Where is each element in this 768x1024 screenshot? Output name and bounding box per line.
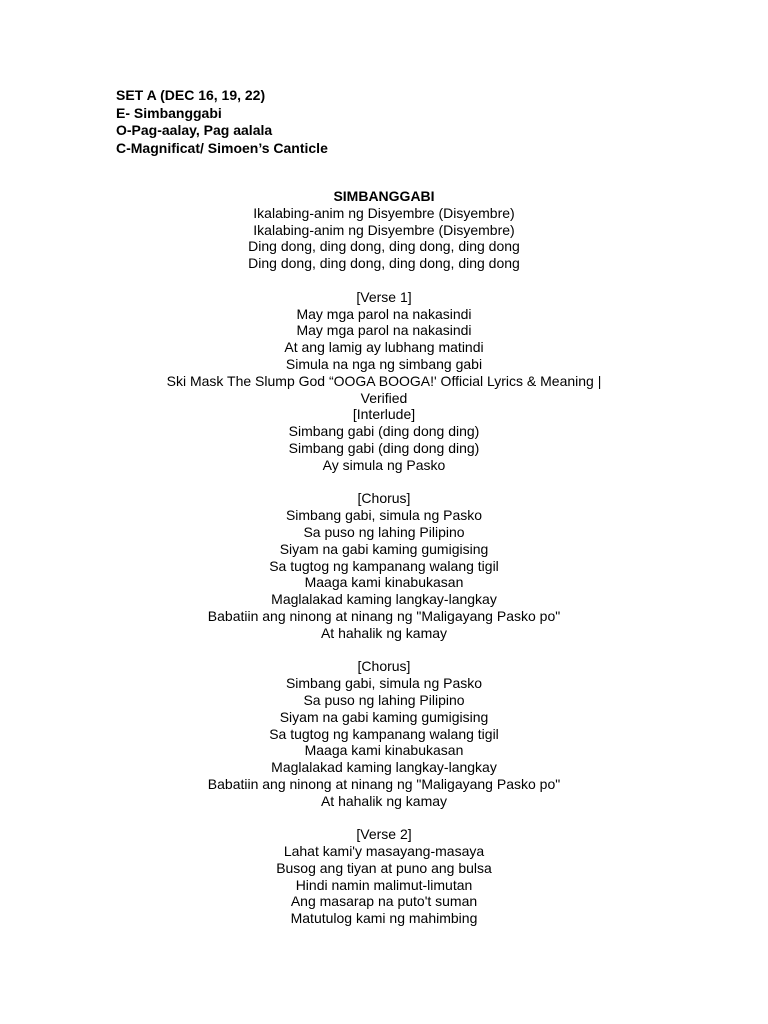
lyric-line: Sa puso ng lahing Pilipino: [303, 691, 465, 708]
lyric-line: Babatiin ang ninong at ninang ng "Maligayang Pasko po": [207, 775, 561, 792]
lyric-line: At hahalik ng kamay: [320, 792, 448, 809]
lyric-line: At hahalik ng kamay: [320, 624, 448, 641]
lyric-line: Ding dong, ding dong, ding dong, ding dong: [248, 255, 520, 272]
lyric-line: Lahat kami'y masayang-masaya: [283, 843, 485, 860]
set-header: [116, 87, 328, 157]
section-label: [Verse 2]: [356, 826, 412, 843]
lyric-line: May mga parol na nakasindi: [296, 322, 472, 339]
lyric-line: Ikalabing-anim ng Disyembre (Disyembre): [253, 204, 515, 221]
lyric-line: Ski Mask The Slump God “OOGA BOOGA!' Official Lyrics & Meaning |: [166, 372, 602, 389]
blank-line: [0, 809, 768, 826]
lyric-line: Busog ang tiyan at puno ang bulsa: [276, 859, 492, 876]
lyric-line: Simbang gabi (ding dong ding): [288, 439, 480, 456]
lyric-line: At ang lamig ay lubhang matindi: [284, 339, 484, 356]
lyric-line: Babatiin ang ninong at ninang ng "Maligayang Pasko po": [207, 607, 561, 624]
blank-line: [0, 272, 768, 289]
lyric-line: Simula na nga ng simbang gabi: [285, 355, 483, 372]
lyric-line: Ding dong, ding dong, ding dong, ding dong: [248, 238, 520, 255]
section-label: [Chorus]: [357, 658, 411, 675]
lyric-line: Sa tugtog ng kampanang walang tigil: [269, 557, 499, 574]
blank-line: [0, 474, 768, 491]
lyric-line: May mga parol na nakasindi: [296, 305, 472, 322]
section-label: [Interlude]: [352, 406, 416, 423]
lyric-line: Maaga kami kinabukasan: [304, 574, 464, 591]
lyric-line: Matutulog kami ng mahimbing: [290, 910, 478, 927]
lyric-line: Maglalakad kaming langkay-langkay: [271, 591, 497, 608]
lyric-line: Maaga kami kinabukasan: [304, 742, 464, 759]
lyric-line: Verified: [360, 389, 408, 406]
lyric-line: Ang masarap na puto't suman: [290, 893, 478, 910]
section-label: [Verse 1]: [356, 288, 412, 305]
lyric-line: Simbang gabi (ding dong ding): [288, 423, 480, 440]
blank-line: [0, 642, 768, 659]
lyric-line: Maglalakad kaming langkay-langkay: [271, 759, 497, 776]
lyric-line: Siyam na gabi kaming gumigising: [279, 540, 489, 557]
song-lyrics: [0, 188, 768, 927]
set-title: SET A (DEC 16, 19, 22): [116, 87, 266, 103]
lyric-line: Ikalabing-anim ng Disyembre (Disyembre): [253, 221, 515, 238]
lyrics-body: [0, 205, 768, 927]
lyric-line: Ay simula ng Pasko: [322, 456, 446, 473]
offertory-song: O-Pag-aalay, Pag aalala: [116, 122, 273, 138]
lyric-line: Hindi namin malimut-limutan: [295, 876, 473, 893]
song-title: SIMBANGGABI: [333, 188, 435, 204]
lyric-line: Sa tugtog ng kampanang walang tigil: [269, 725, 499, 742]
lyric-line: Simbang gabi, simula ng Pasko: [285, 675, 483, 692]
lyric-line: Siyam na gabi kaming gumigising: [279, 708, 489, 725]
communion-song: C-Magnificat/ Simoen’s Canticle: [116, 139, 328, 156]
entrance-song: E- Simbanggabi: [116, 104, 222, 121]
lyric-line: Sa puso ng lahing Pilipino: [303, 523, 465, 540]
lyric-line: Simbang gabi, simula ng Pasko: [285, 507, 483, 524]
section-label: [Chorus]: [357, 490, 411, 507]
